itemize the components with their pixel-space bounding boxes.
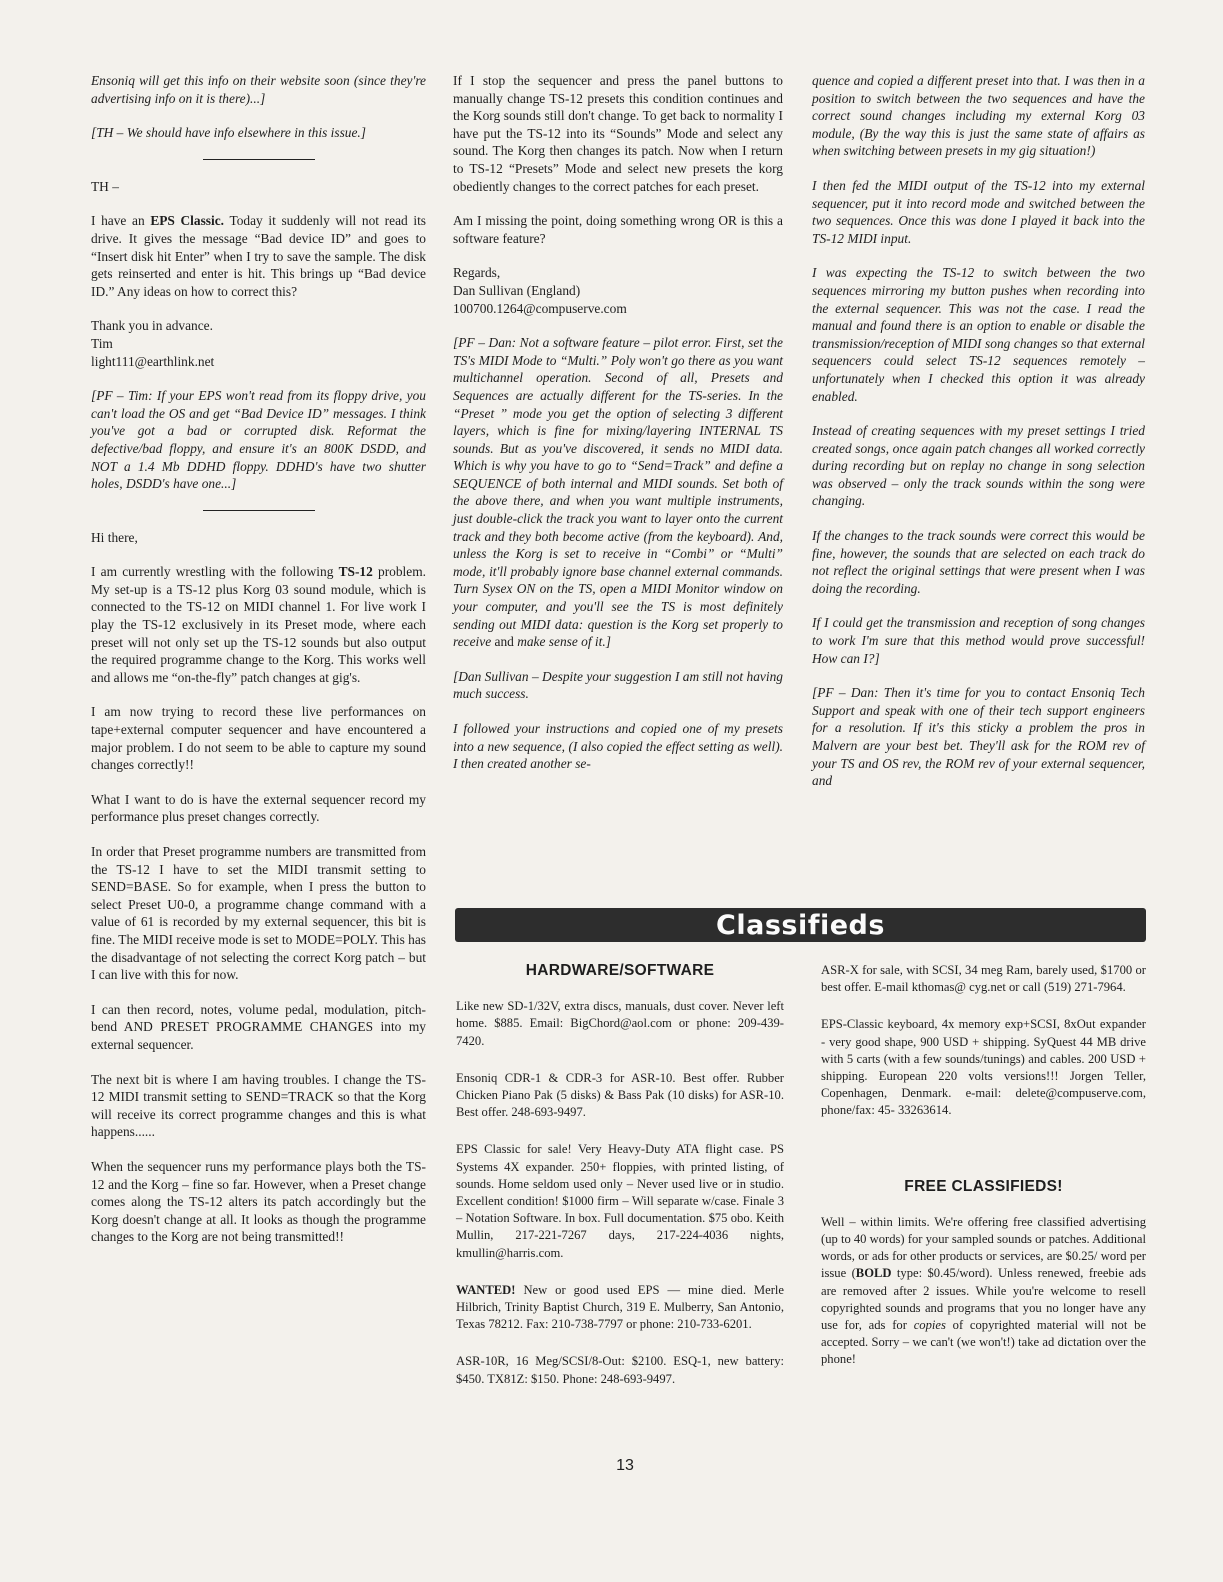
article-column-2 <box>453 72 783 790</box>
letter-text: I then fed the MIDI output of the TS-12 into my external sequencer, put it into record mode and switched between the two sequences. Once this was done I played it back into the TS-12 MIDI input. <box>812 177 1145 246</box>
section-heading: HARDWARE/SOFTWARE <box>525 962 715 979</box>
classified-ad: ASR-10R, 16 Meg/SCSI/8-Out: $2100. ESQ-1, new battery: $450. TX81Z: $150. Phone: 248-693-9497. <box>456 1354 784 1386</box>
letter-text: I am now trying to record these live performances on tape+external computer sequencer and have encountered a major problem. I do not seem to be able to capture my sound changes correctly!! <box>91 704 426 773</box>
letter-text: I followed your instructions and copied one of my presets into a new sequence, (I also copied the effect setting as well). I then created another se- <box>453 721 783 772</box>
classified-ad: EPS Classic for sale! Very Heavy-Duty ATA flight case. PS Systems 4X expander. 250+ floppies, with printed listing, of sounds. Home seldom used only – Never used live or in studio. Excellent condition! $1000 firm – Will separate w/case. Finale 3 – Notation Software. In box. Full documentation. $75 obo. Keith Mullin, 217-221-7267 days, 217-224-4036 nights, kmullin@harris.com. <box>456 1142 784 1260</box>
editor-reply: [PF – Dan: Then it's time for you to contact Ensoniq Tech Support and speak with one of their tech support engineers for a resolution. If it's this sticky a problem the pros in Malvern are your best bet. They'll ask for the ROM rev of your TS and OS rev, the ROM rev of your external sequencer, and <box>812 685 1145 789</box>
letter-text: Am I missing the point, doing something wrong OR is this a software feature? <box>453 213 783 246</box>
article-column-3 <box>812 72 1145 807</box>
classified-ad: EPS-Classic keyboard, 4x memory exp+SCSI, 8xOut expander - very good shape, 900 USD + shipping. SyQuest 44 MB drive with 5 carts (with a few sounds/tunings) and cables. 200 USD + shipping. European 220 volts versions!!! Jorgen Teller, Copenhagen, Denmark. e-mail: delete@compuserve.com, phone/fax: 45- 33263614. <box>821 1017 1146 1118</box>
letter-text: In order that Preset programme numbers are transmitted from the TS-12 I have to set the MIDI transmit setting to SEND=BASE. So for example, when I press the button to select Preset U0-0, a programme change command with a value of 61 is recorded by my external sequencer, this bit is fine. The MIDI receive mode is set to MODE=POLY. This has the disadvantage of not selecting the correct Korg patch – but I can live with this for now. <box>91 844 426 983</box>
letter-salutation: TH – <box>91 178 119 194</box>
letter-text: If I could get the transmission and reception of song changes to work I'm sure that this method would prove successful! How can I?] <box>812 615 1145 666</box>
letter-text: quence and copied a different preset into that. I was then in a position to switch between the two sequences and have the correct sound changes including my external Korg 03 module, (By the way this is just the same state of affairs as when switching between presets in my gig situation!) <box>812 73 1145 159</box>
letter-text: The next bit is where I am having troubles. I change the TS-12 MIDI transmit setting to SEND=TRACK so that the Korg will receive its correct programme changes and this is what happens...... <box>91 1071 426 1140</box>
letter-text: If I stop the sequencer and press the panel buttons to manually change TS-12 presets this condition continues and the Korg sounds still don't change. To get back to normality I have put the TS-12 into its “Sounds” Mode and select any sound. The Korg then changes its patch. Now when I return to TS-12 “Presets” Mode and select new presets the korg obediently changes to the correct patches for each preset. <box>453 73 783 194</box>
editor-reply: [PF – Dan: Not a software feature – pilot error. First, set the TS's MIDI Mode to “Multi.” Poly won't go there as you want multichannel operation. Second of all, Presets and Sequences are actually different for the TS-series. In the “Preset ” mode you get the option of selecting 3 different layers, which is fine for mixing/layering INTERNAL TS sounds. But as you've discovered, it sends no MIDI data. Which is why you have to go to “Send=Track” and define a SEQUENCE of both internal and MIDI sounds. Set both of the above there, and when you want multiple instruments, just double-click the track you want to layer onto the current track and they both become active (from the keyboard). And, unless the Korg is set to receive in “Combi” or “Multi” mode, it'll probably ignore base channel external commands. Turn Sysex ON on the TS, open a MIDI Monitor window on your computer, and you'll see the TS is most definitely sending out MIDI data: question is the Korg set properly to receive and make sense of it.] <box>453 335 783 650</box>
page-number: 13 <box>616 1457 634 1474</box>
letter-text: [Dan Sullivan – Despite your suggestion I am still not having much success. <box>453 668 783 702</box>
editor-reply: [TH – We should have info elsewhere in this issue.] <box>91 125 366 141</box>
divider <box>203 159 315 160</box>
letter-text: If the changes to the track sounds were correct this would be fine, however, the sounds that are selected on each track do not reflect the original settings that were present when I was doing the recording. <box>812 528 1145 596</box>
classified-ad: ASR-X for sale, with SCSI, 34 meg Ram, barely used, $1700 or best offer. E-mail kthomas@ cyg.net or call (519) 271-7964. <box>821 963 1146 995</box>
article-column-1 <box>91 72 426 1263</box>
classifieds-banner <box>455 908 1146 942</box>
classified-ad: WANTED! New or good used EPS — mine died. Merle Hilbrich, Trinity Baptist Church, 319 E. Mulberry, San Antonio, Texas 78212. Fax: 210-738-7797 or phone: 210-733-6201. <box>456 1282 784 1332</box>
classifieds-title: Classifieds <box>716 909 885 941</box>
letter-signature: Regards, Dan Sullivan (England) 100700.1264@compuserve.com <box>453 265 627 316</box>
editor-reply: [PF – Tim: If your EPS won't read from its floppy drive, you can't load the OS and get “Bad Device ID” messages. I think you've got a bad or corrupted disk. Reformat the defective/bad floppy, and ensure it's an 800K DSDD, and NOT a 1.4 Mb DDHD floppy. DDHD's have two shutter holes, DSDD's have one...] <box>91 388 426 492</box>
letter-text: I can then record, notes, volume pedal, modulation, pitch-bend AND PRESET PROGRAMME CHANGES into my external sequencer. <box>91 1001 426 1052</box>
letter-text: Instead of creating sequences with my preset settings I tried created songs, once again patch changes all worked correctly during recording but on replay no change in song selection was observed – only the track sounds within the song were changing. <box>812 423 1145 509</box>
classified-ad: Ensoniq CDR-1 & CDR-3 for ASR-10. Best offer. Rubber Chicken Piano Pak (5 disks) & Bass Pak (10 disks) for ASR-10. Best offer. 248-693-9497. <box>456 1070 784 1120</box>
letter-text: When the sequencer runs my performance plays both the TS-12 and the Korg – fine so far. However, when a Preset change comes along the TS-12 alters its patch accordingly but the Korg doesn't change at all. It looks as though the programme changes to the Korg are not being transmitted!! <box>91 1158 426 1245</box>
letter-text: Ensoniq will get this info on their website soon (since they're advertising info on it is there)...] <box>91 73 426 106</box>
letter-text: I was expecting the TS-12 to switch between the two sequences mirroring my button pushes when recording into the external sequencer. This was not the case. I read the manual and found there is an option to enable or disable the transmission/reception of MIDI song changes so that external sequencers could select TS-12 sequences remotely – unfortunately when I checked this option it was already enabled. <box>812 265 1145 404</box>
classified-ad: Like new SD-1/32V, extra discs, manuals, dust cover. Never left home. $885. Email: BigChord@aol.com or phone: 209-439-7420. <box>456 999 784 1048</box>
letter-signature: Thank you in advance. Tim light111@earthlink.net <box>91 318 215 369</box>
free-classifieds-text: Well – within limits. We're offering free classified advertising (up to 40 words) for your sampled sounds or patches. Additional words, or ads for other products or services, are $0.25/ word per issue (BOLD type: $0.45/word). Unless renewed, freebie ads are removed after 2 issues. While you're welcome to resell copyrighted sounds and programs that you no longer have any use for, ads for copies of copyrighted material will not be accepted. Sorry – we can't (we won't!) take ad dictation over the phone! <box>821 1214 1146 1367</box>
letter-salutation: Hi there, <box>91 529 138 545</box>
letter-text: I am currently wrestling with the following TS-12 problem. My set-up is a TS-12 plus Korg 03 sound module, which is connected to the TS-12 on MIDI channel 1. For live work I play the TS-12 exclusively in its Preset mode, where each preset will not only set up the TS-12 sounds but also output the required programme change to the Korg. This works well and allows me “on-the-fly” patch changes at gig's. <box>91 564 426 685</box>
letter-text: I have an EPS Classic. Today it suddenly will not read its drive. It gives the message “Bad device ID” and goes to “Insert disk hit Enter” when I try to save the sample. The disk gets reinserted and enter is hit. This brings up “Bad device ID.” Any ideas on how to correct this? <box>91 213 426 299</box>
letter-text: What I want to do is have the external sequencer record my performance plus preset changes correctly. <box>91 791 426 825</box>
divider <box>203 510 315 511</box>
classifieds-column-left <box>456 962 784 1408</box>
section-heading: FREE CLASSIFIEDS! <box>904 1177 1063 1195</box>
classifieds-column-right <box>821 962 1146 1389</box>
